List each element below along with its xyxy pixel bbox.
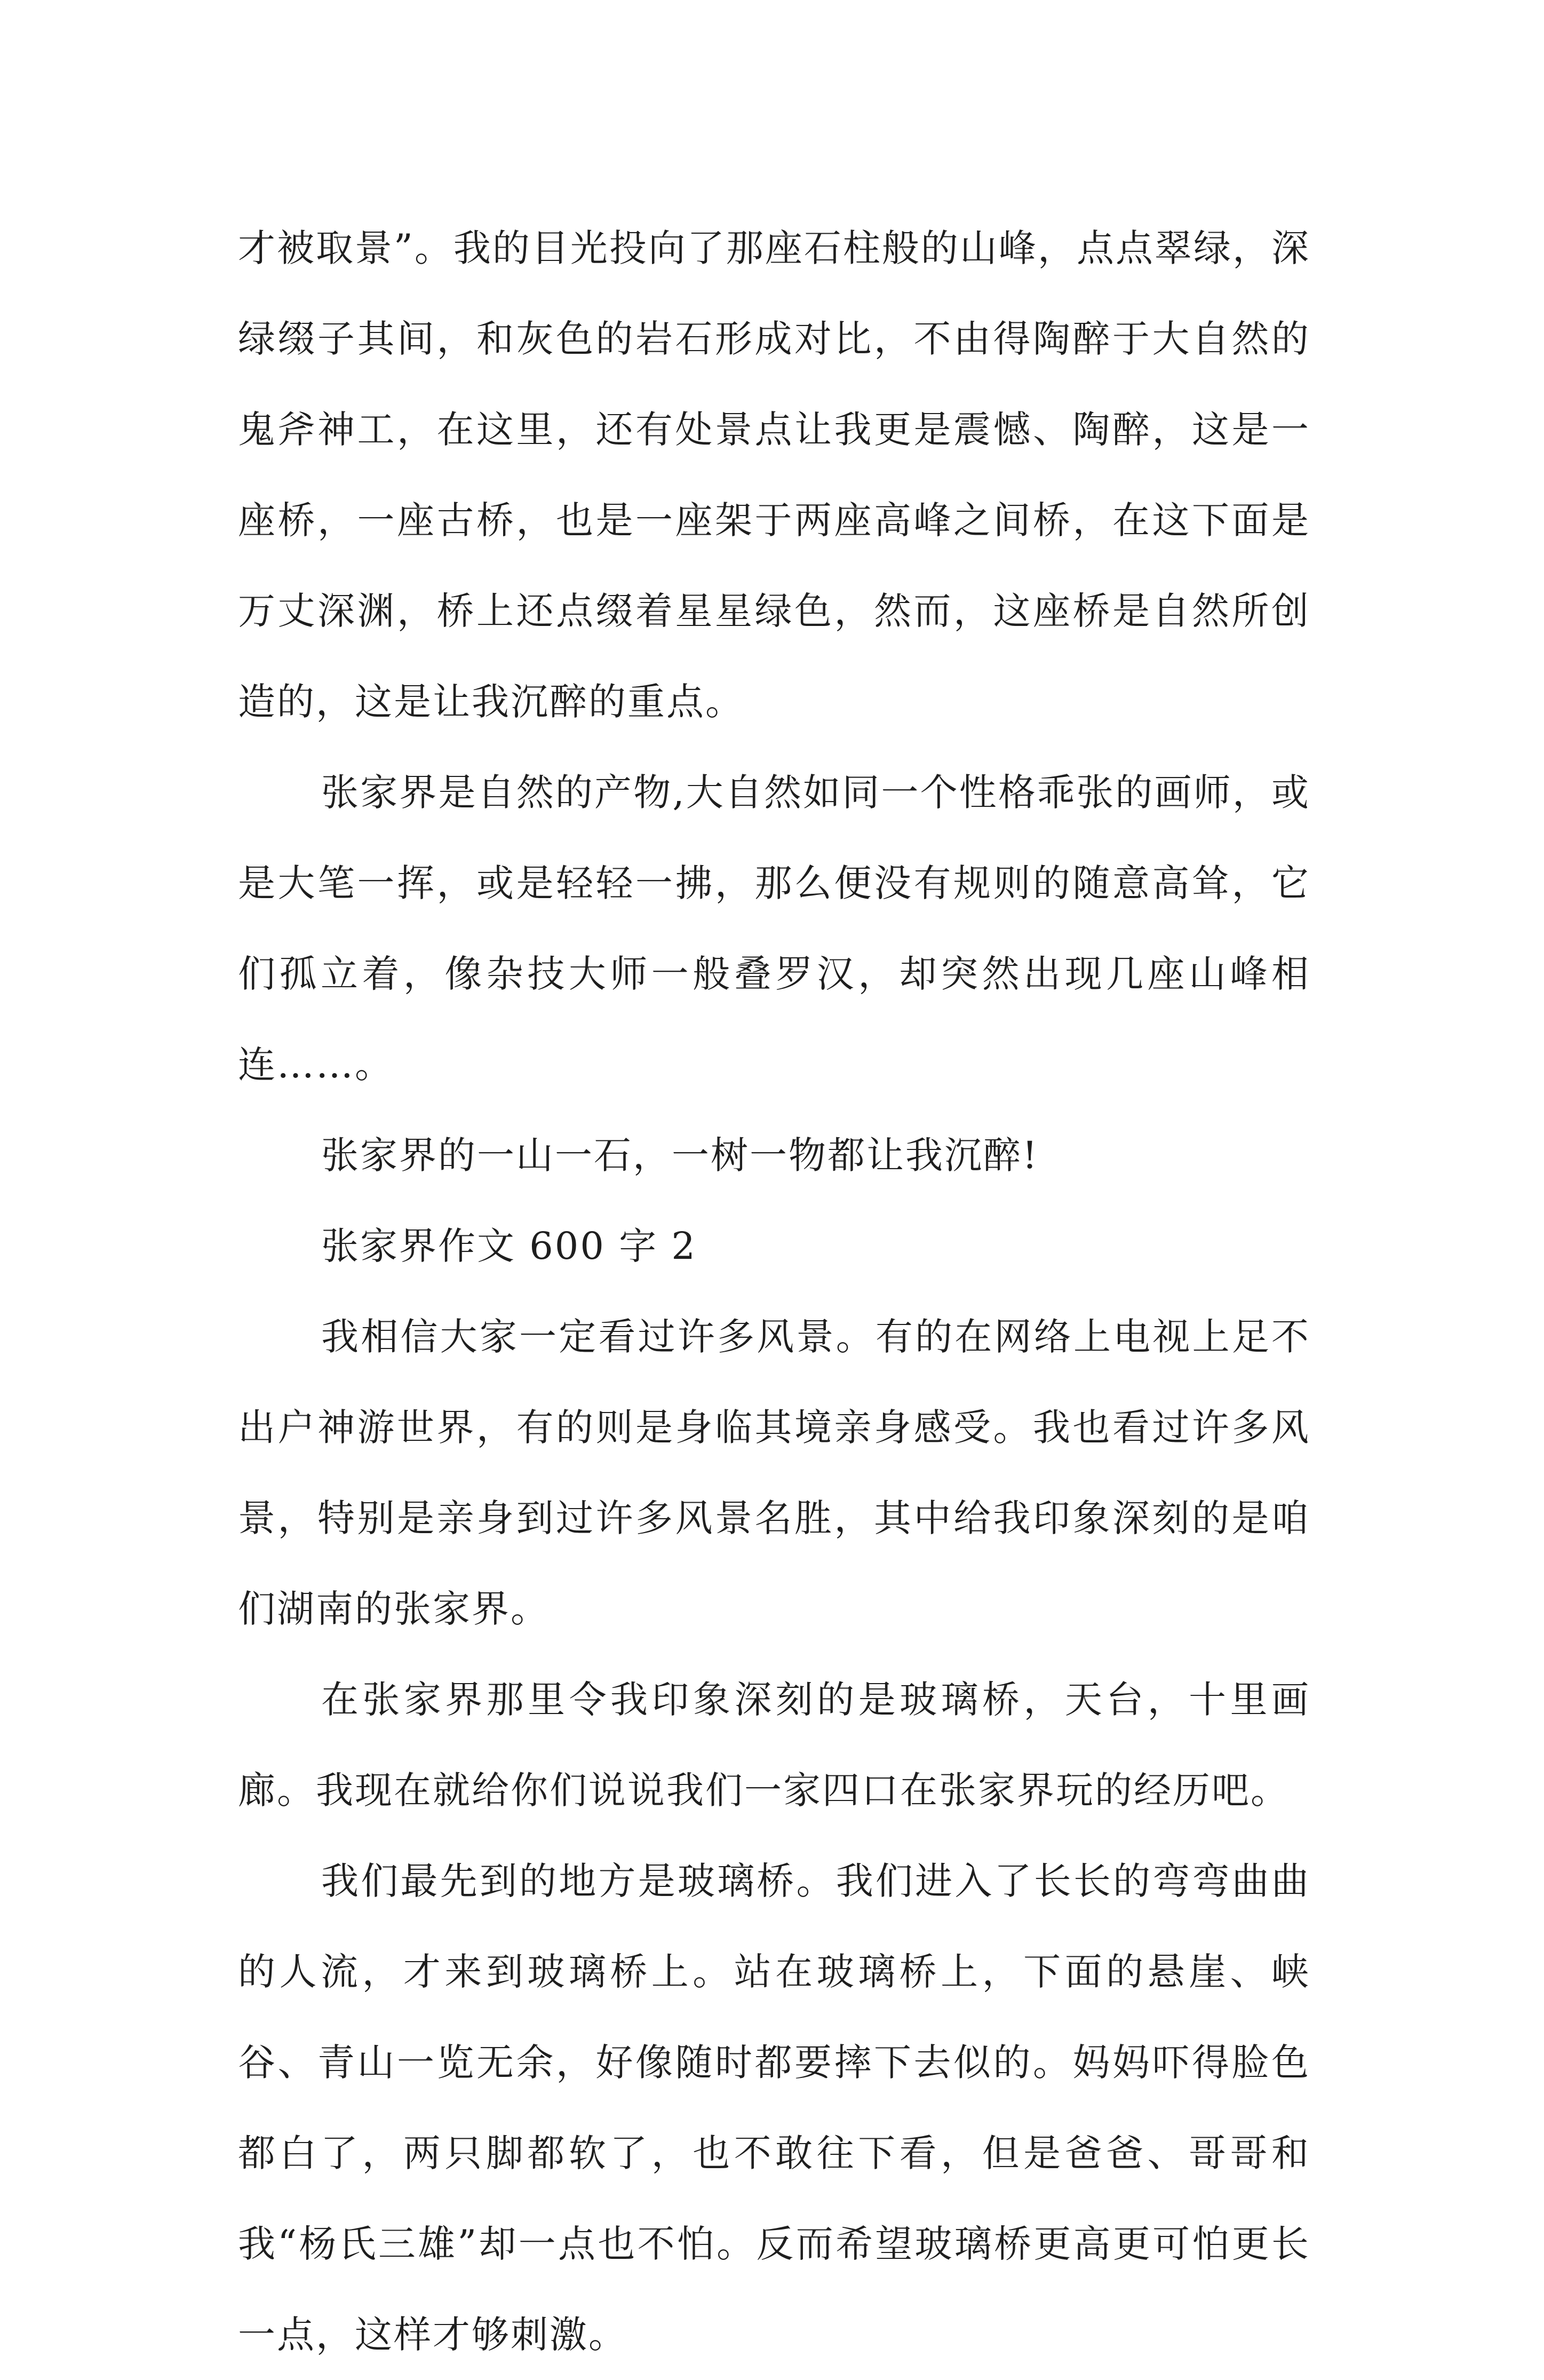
paragraph-impressions: 在张家界那里令我印象深刻的是玻璃桥，天台，十里画廊。我现在就给你们说说我们一家四口在张家界玩的经历吧。	[238, 1678, 1310, 1812]
paragraph-nature-painter: 张家界是自然的产物,大自然如同一个性格乖张的画师，或是大笔一挥，或是轻轻一拂，那么便没有规则的随意高耸，它们孤立着，像杂技大师一般叠罗汉，却突然出现几座山峰相连……。	[238, 771, 1310, 1086]
paragraph-continuation: 才被取景”。我的目光投向了那座石柱般的山峰，点点翠绿，深绿缀子其间，和灰色的岩石形成对比，不由得陶醉于大自然的鬼斧神工，在这里，还有处景点让我更是震憾、陶醉，这是一座桥，一座古桥，也是一座架于两座高峰之间桥，在这下面是万丈深渊，桥上还点缀着星星绿色，然而，这座桥是自然所创造的，这是让我沉醉的重点。	[238, 226, 1310, 724]
section-heading: 张家界作文 600 字 2	[321, 1224, 697, 1268]
paragraph-scenery: 我相信大家一定看过许多风景。有的在网络上电视上足不出户神游世界，有的则是身临其境亲身感受。我也看过许多风景，特别是亲身到过许多风景名胜，其中给我印象深刻的是咱们湖南的张家界。	[238, 1315, 1310, 1631]
essay-body	[238, 203, 1310, 2380]
paragraph-intoxicated: 张家界的一山一石，一树一物都让我沉醉!	[321, 1133, 1039, 1177]
paragraph-glass-bridge: 我们最先到的地方是玻璃桥。我们进入了长长的弯弯曲曲的人流，才来到玻璃桥上。站在玻璃桥上，下面的悬崖、峡谷、青山一览无余，好像随时都要摔下去似的。妈妈吓得脸色都白了，两只脚都软了，也不敢往下看，但是爸爸、哥哥和我“杨氏三雄”却一点也不怕。反而希望玻璃桥更高更可怕更长一点，这样才够刺激。	[238, 1859, 1310, 2357]
